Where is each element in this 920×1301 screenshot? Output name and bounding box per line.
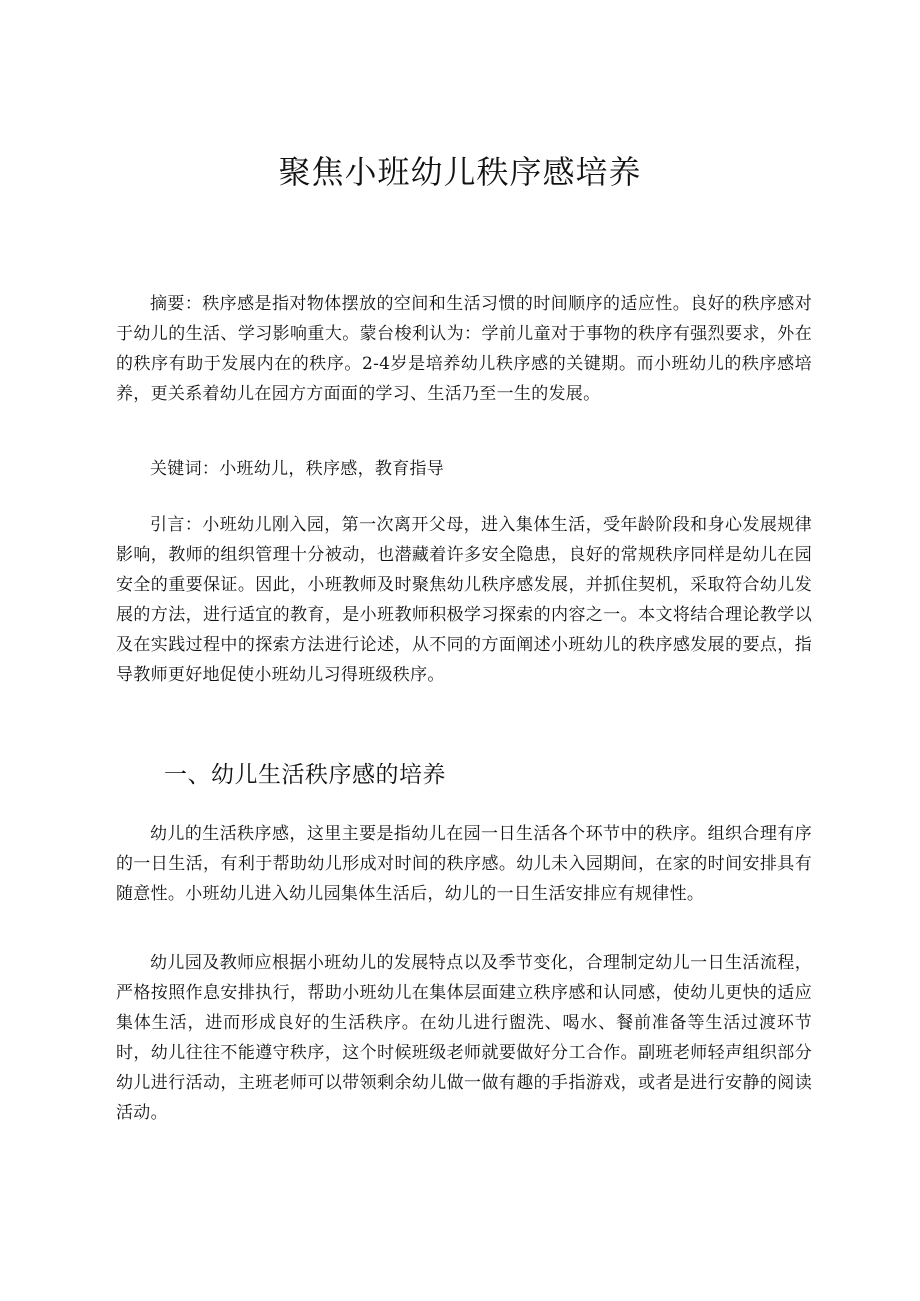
document-title: 聚焦小班幼儿秩序感培养 [278,153,642,191]
body-paragraph: 幼儿的生活秩序感，这里主要是指幼儿在园一日生活各个环节中的秩序。组织合理有序的一日生活，有利于帮助幼儿形成对时间的秩序感。幼儿未入园期间，在家的时间安排具有随意性。小班幼儿进入幼儿园集体生活后，幼儿的一日生活安排应有规律性。 [116,824,812,904]
section-heading: 一、幼儿生活秩序感的培养 [164,762,446,788]
introduction-paragraph: 引言：小班幼儿刚入园，第一次离开父母，进入集体生活，受年龄阶段和身心发展规律影响，教师的组织管理十分被动，也潜藏着许多安全隐患，良好的常规秩序同样是幼儿在园安全的重要保证。因此，小班教师及时聚焦幼儿秩序感发展，并抓住契机，采取符合幼儿发展的方法，进行适宜的教育，是小班教师积极学习探索的内容之一。本文将结合理论教学以及在实践过程中的探索方法进行论述，从不同的方面阐述小班幼儿的秩序感发展的要点，指导教师更好地促使小班幼儿习得班级秩序。 [116,515,812,685]
body-paragraph: 幼儿园及教师应根据小班幼儿的发展特点以及季节变化，合理制定幼儿一日生活流程，严格按照作息安排执行，帮助小班幼儿在集体层面建立秩序感和认同感，使幼儿更快的适应集体生活，进而形成良好的生活秩序。在幼儿进行盥洗、喝水、餐前准备等生活过渡环节时，幼儿往往不能遵守秩序，这个时候班级老师就要做好分工合作。副班老师轻声组织部分幼儿进行活动，主班老师可以带领剩余幼儿做一做有趣的手指游戏，或者是进行安静的阅读活动。 [116,953,812,1123]
keywords-paragraph: 关键词：小班幼儿，秩序感，教育指导 [150,459,445,479]
abstract-paragraph: 摘要：秩序感是指对物体摆放的空间和生活习惯的时间顺序的适应性。良好的秩序感对于幼儿的生活、学习影响重大。蒙台梭利认为：学前儿童对于事物的秩序有强烈要求，外在的秩序有助于发展内在的秩序。2-4岁是培养幼儿秩序感的关键期。而小班幼儿的秩序感培养，更关系着幼儿在园方方面面的学习、生活乃至一生的发展。 [116,294,812,404]
